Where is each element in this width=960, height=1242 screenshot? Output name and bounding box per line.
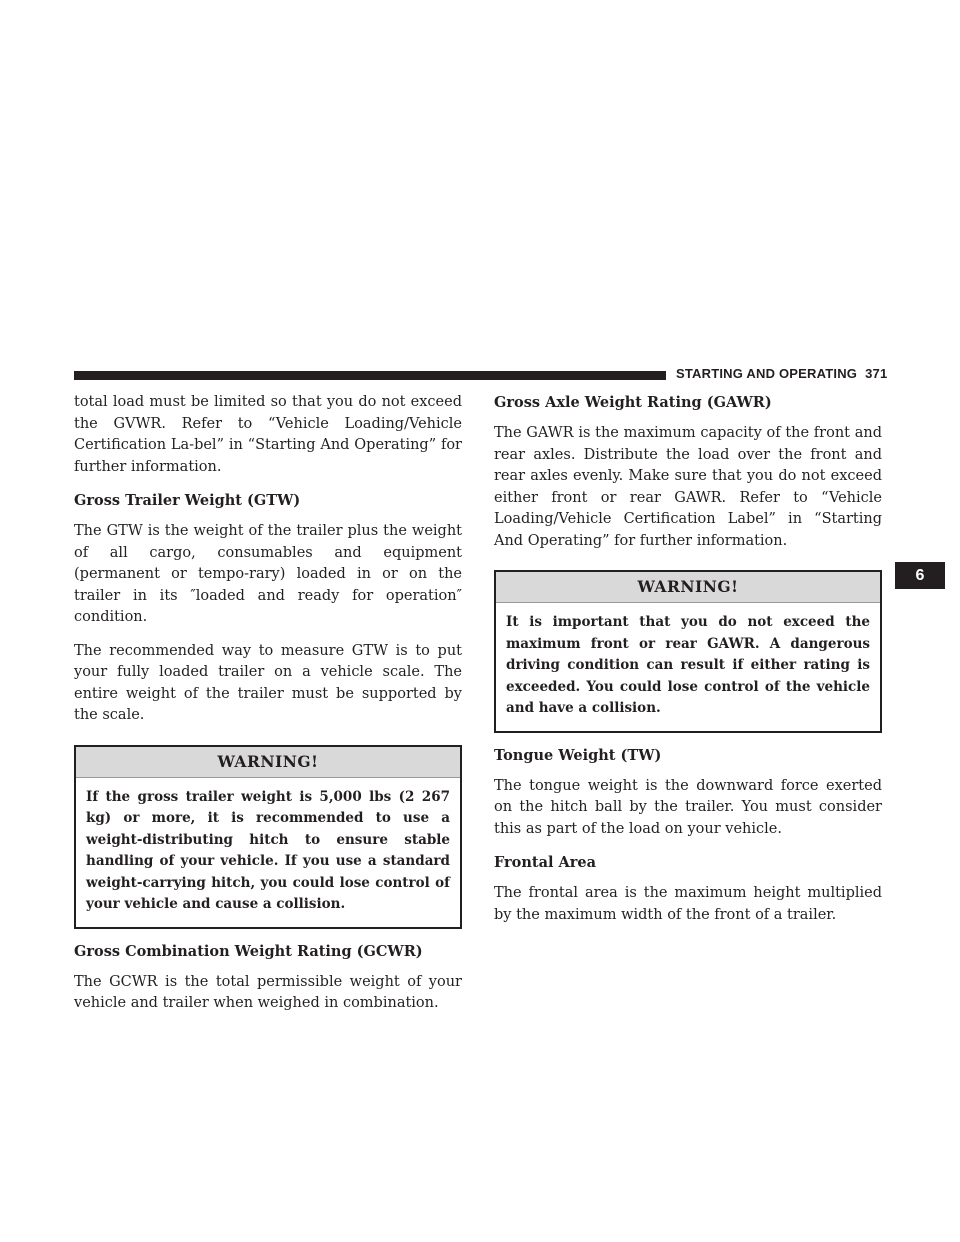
warning-box-gawr: [494, 570, 882, 733]
gtw-paragraph-1: The GTW is the weight of the trailer plus the weight of all cargo, consumables and equipment (permanent or tempo-rary) loaded in or on the trailer in its ″loaded and ready for operation″ condition.: [74, 523, 462, 625]
tw-paragraph: The tongue weight is the downward force exerted on the hitch ball by the trailer. You must consider this as part of the load on your vehicle.: [494, 777, 882, 837]
gcwr-heading: Gross Combination Weight Rating (GCWR): [74, 942, 423, 960]
section-title: STARTING AND OPERATING: [676, 366, 858, 381]
header-rule: [74, 371, 666, 380]
intro-paragraph: total load must be limited so that you do not exceed the GVWR. Refer to “Vehicle Loading/Vehicle Certification La-bel” in “Starting And Operating” for further information.: [74, 394, 462, 475]
gcwr-paragraph: The GCWR is the total permissible weight of your vehicle and trailer when weighed in combination.: [74, 973, 462, 1011]
frontal-area-heading: Frontal Area: [494, 854, 597, 871]
warning-title: WARNING!: [496, 572, 880, 603]
warning-text: It is important that you do not exceed the maximum front or rear GAWR. A dangerous driving condition can result if either rating is exceeded. You could lose control of the vehicle and have a collision.: [506, 614, 870, 716]
page-number: 371: [865, 366, 888, 381]
tw-heading: Tongue Weight (TW): [494, 746, 662, 764]
warning-text: If the gross trailer weight is 5,000 lbs (2 267 kg) or more, it is recommended to use a weight-distributing hitch to ensure stable handling of your vehicle. If you use a standard weight-carrying hitch, you could lose control of your vehicle and cause a collision.: [86, 788, 450, 912]
chapter-tab: 6: [895, 562, 945, 589]
warning-title: WARNING!: [76, 747, 460, 778]
left-column: [74, 392, 462, 1027]
gawr-heading: Gross Axle Weight Rating (GAWR): [494, 394, 772, 411]
warning-box-gtw: [74, 745, 462, 929]
gtw-heading: Gross Trailer Weight (GTW): [74, 492, 301, 509]
running-header: [676, 366, 886, 381]
gawr-paragraph: The GAWR is the maximum capacity of the front and rear axles. Distribute the load over the front and rear axles evenly. Make sure that you do not exceed either front or rear GAWR. Refer to “Vehicle Loading/Vehicle Certification Label” in “Starting And Operating” for further information.: [494, 425, 882, 549]
gtw-paragraph-2: The recommended way to measure GTW is to put your fully loaded trailer on a vehicle scale. The entire weight of the trailer must be supported by the scale.: [74, 642, 462, 723]
right-column: [494, 392, 882, 938]
frontal-area-paragraph: The frontal area is the maximum height multiplied by the maximum width of the front of a trailer.: [494, 885, 882, 923]
